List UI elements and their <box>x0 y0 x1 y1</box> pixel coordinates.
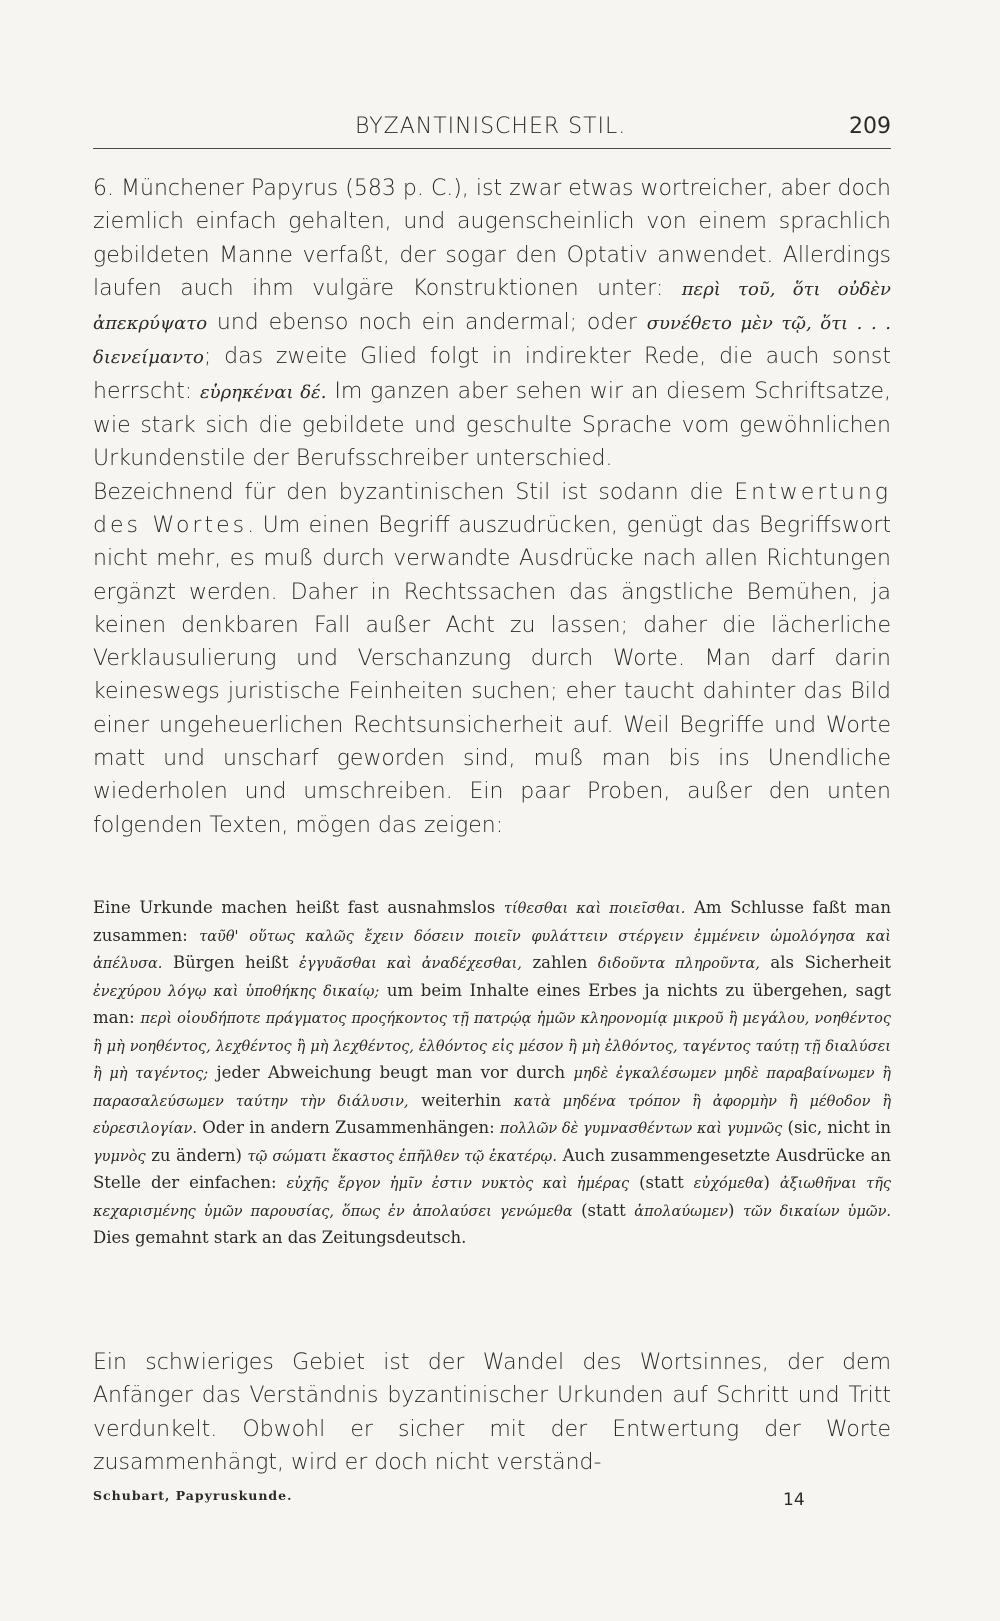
sheet-number: 14 <box>783 1490 805 1510</box>
text-run: Dies gemahnt stark an das Zeitungsdeutsch. <box>93 1228 467 1247</box>
text-run: Am Schlusse faßt man zusammen: <box>93 898 891 945</box>
signature-line: Schubart, Papyruskunde. <box>93 1488 293 1503</box>
text-run: weiterhin <box>408 1090 514 1110</box>
text-run: ) <box>763 1173 780 1192</box>
page-number: 209 <box>849 114 891 139</box>
text-run: als Sicherheit <box>759 953 891 972</box>
text-run: Bezeichnend für den byzantinischen Stil ist sodann die <box>93 479 735 505</box>
text-run: zahlen <box>521 953 598 972</box>
text-run: . Um einen Begriff auszudrücken, genügt das Begriffswort nicht mehr, es muß durch verwandte Ausdrücke nach allen Richtungen ergänzt werden. Daher in Rechtssachen das ängstliche Bemühen, ja keinen denkbaren Fall außer Acht zu lassen; daher die lächerliche Verklausulierung und Verschanzung durch Worte. Man darf darin keineswegs juristische Feinheiten suchen; eher taucht dahinter das Bild einer ungeheuerlichen Rechtsunsicherheit auf. Weil Begriffe und Worte matt und unscharf geworden sind, muß man bis ins Unendliche wiederholen und umschreiben. Ein paar Proben, außer den unten folgenden Texten, mögen das zeigen: <box>93 512 892 838</box>
greek-quote: εὐχόμεθα <box>693 1176 764 1192</box>
greek-quote: ἐγγυᾶσθαι καὶ ἀναδέχεσθαι, <box>299 956 522 972</box>
greek-quote: κατὰ μηδένα τρόπον ἢ ἀφορμὴν ἢ μέθοδον ἢ εὑρεσιλογίαν. <box>93 1093 892 1137</box>
text-run: (sic, nicht in <box>782 1118 891 1137</box>
greek-quote: περὶ τοῦ, ὅτι οὐδὲν ἀπεκρύψατο <box>93 278 891 335</box>
text-run: (statt <box>629 1173 694 1192</box>
running-title: BYZANTINISCHER STIL. <box>355 114 627 139</box>
greek-quote: τίθεσθαι καὶ ποιεῖσθαι. <box>503 901 686 917</box>
greek-quote: συνέθετο μὲν τῷ, ὅτι . . . διενείμαντο <box>93 313 891 369</box>
text-run: Eine Urkunde machen heißt fast ausnahmslos <box>93 898 504 917</box>
main-text <box>93 172 891 842</box>
spaced-emphasis: Entwertung des Wortes <box>93 479 891 538</box>
greek-quote: εὑρηκέναι δέ. <box>200 381 327 403</box>
greek-quote: ταῦθ' οὕτως καλῶς ἔχειν δόσειν ποιεῖν φυλάττειν στέργειν ἐμμένειν ὡμολόγησα καὶ ἀπέλυσα. <box>93 928 891 972</box>
text-run: 6. Münchener Papyrus (583 p. C.), ist zwar etwas wortreicher, aber doch ziemlich einfach gehalten, und augenscheinlich von einem sprachlich gebildeten Manne verfaßt, der sogar den Optativ anwendet. Allerdings laufen auch ihm vulgäre Konstruktionen unter: <box>93 176 891 301</box>
page-header <box>93 112 891 146</box>
text-run: (statt <box>572 1200 635 1220</box>
greek-quote: τῶν δικαίων ὑμῶν. <box>742 1203 892 1220</box>
greek-quote: διδοῦντα πληροῦντα, <box>597 956 760 972</box>
greek-quote: περὶ οἱουδήποτε πράγματος προςήκοντος τῇ πατρῴᾳ ἡμῶν κληρονομίᾳ μικροῦ ἢ μεγάλου, νοηθέντος ἢ μὴ νοηθέντος, λεχθέντος ἢ μὴ λεχθέντος, ἐλθόντος εἰς μέσον ἢ μὴ ἐλθόντος, ταγέντος ταύτῃ τῇ διαλύσει ἢ μὴ ταγέντος; <box>93 1011 891 1082</box>
text-run: Oder in andern Zusammenhängen: <box>196 1118 500 1137</box>
paragraph-wortsinn: Ein schwieriges Gebiet ist der Wandel des Wortsinnes, der dem Anfänger das Verständnis byzantinischer Urkunden auf Schritt und Tritt verdunkelt. Obwohl er sicher mit der Entwertung der Worte zusammenhängt, wird er doch nicht verständ- <box>93 1350 891 1475</box>
page-footer <box>93 1488 891 1518</box>
greek-quote: εὐχῆς ἔργον ἡμῖν ἐστιν νυκτὸς καὶ ἡμέρας <box>286 1176 630 1192</box>
text-run: Im ganzen aber sehen wir an diesem Schriftsatze, wie stark sich die gebildete und geschulte Sprache vom gewöhnlichen Urkundenstile der Berufsschreiber unterschied. <box>93 378 891 472</box>
greek-quote: πολλῶν δὲ γυμνασθέντων καὶ γυμνῶς <box>499 1121 783 1137</box>
text-run: jeder Abweichung beugt man vor durch <box>208 1063 574 1082</box>
header-rule <box>93 148 891 149</box>
text-run: Auch zusammengesetzte Ausdrücke an Stelle der einfachen: <box>93 1145 891 1192</box>
text-run: ) <box>727 1200 743 1220</box>
text-run: Bürgen heißt <box>162 953 300 972</box>
greek-quote: ἐνεχύρου λόγῳ καὶ ὑποθήκης δικαίῳ; <box>93 983 380 1000</box>
paragraph-muenchener-papyrus <box>93 172 891 476</box>
greek-quote: τῷ σώματι ἕκαστος ἐπῆλθεν τῷ ἑκατέρῳ. <box>247 1148 557 1165</box>
paragraph-entwertung <box>93 476 891 842</box>
text-run: zu ändern) <box>145 1145 248 1165</box>
greek-quote: γυμνὸς <box>93 1148 146 1165</box>
closing-paragraph <box>93 1346 891 1479</box>
greek-quote: ἀξιωθῆναι τῆς κεχαρισμένης ὑμῶν παρουσίας, ὅπως ἐν ἀπολαύσει γενώμεθα <box>93 1176 892 1220</box>
text-run: um beim Inhalte eines Erbes ja nichts zu übergehen, sagt man: <box>93 980 891 1027</box>
greek-quote: μηδὲ ἐγκαλέσωμεν μηδὲ παραβαίνωμεν ἢ παρασαλεύσωμεν ταύτην τὴν διάλυσιν, <box>93 1066 891 1110</box>
examples-paragraph <box>93 895 891 1252</box>
text-run: und ebenso noch ein andermal; oder <box>207 310 647 336</box>
small-print-examples <box>93 895 891 1252</box>
text-run: ; das zweite Glied folgt in indirekter Rede, die auch sonst herrscht: <box>93 344 891 404</box>
greek-quote: ἀπολαύωμεν <box>634 1203 728 1220</box>
